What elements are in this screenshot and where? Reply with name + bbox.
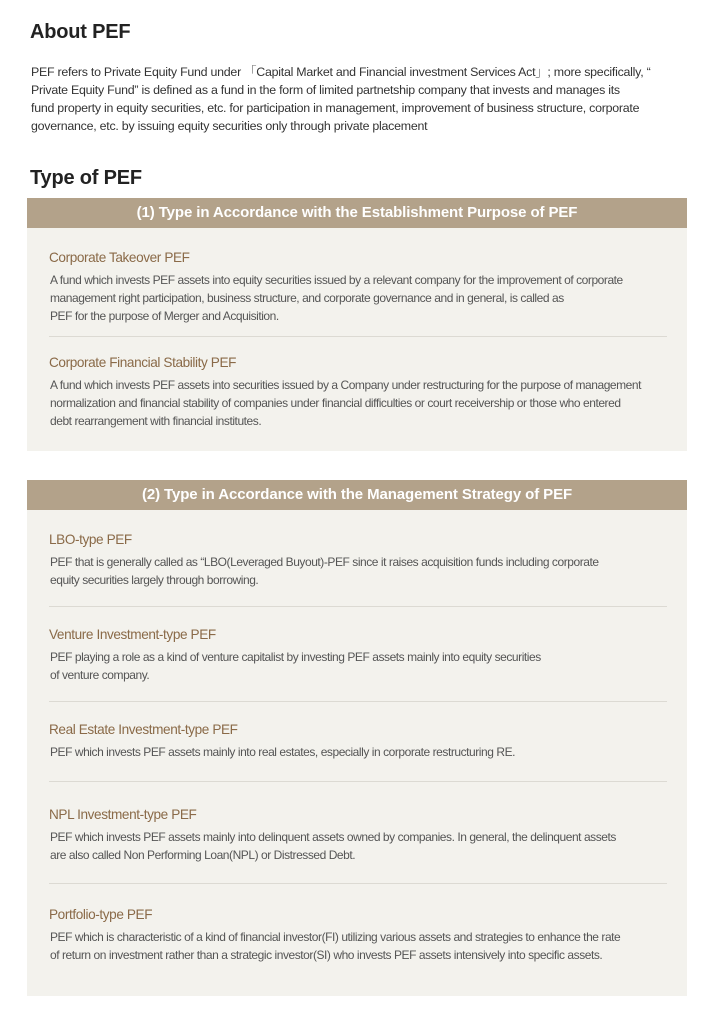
type-item-portfolio [49,906,669,964]
item-line: A fund which invests PEF assets into equity securities issued by a relevant company for the improvement of corporate [50,273,623,287]
about-line: fund property in equity securities, etc. for participation in management, improvement of business structure, corporate [31,101,640,115]
type-heading: Type of PEF [30,167,142,189]
item-description [50,648,669,684]
item-line: PEF which invests PEF assets mainly into real estates, especially in corporate restructuring RE. [50,745,516,759]
type-item-npl-investment [49,806,669,864]
item-divider [49,883,667,884]
item-divider [49,701,667,702]
type-item-venture-investment [49,626,669,684]
item-line: normalization and financial stability of companies under financial difficulties or court receivership or those who entered [50,396,621,410]
section-management-strategy [27,480,687,996]
item-line: PEF playing a role as a kind of venture capitalist by investing PEF assets mainly into equity securities [50,650,541,664]
item-line: equity securities largely through borrowing. [50,573,259,587]
item-title: Real Estate Investment-type PEF [49,722,238,737]
item-divider [49,336,667,337]
about-line: PEF refers to Private Equity Fund under 「Capital Market and Financial investment Services Act」; more specifically, “ [31,65,651,79]
item-line: A fund which invests PEF assets into securities issued by a Company under restructuring for the purpose of management [50,378,642,392]
item-title: Venture Investment-type PEF [49,627,216,642]
item-title: NPL Investment-type PEF [49,807,197,822]
item-divider [49,606,667,607]
item-title: Corporate Takeover PEF [49,250,190,265]
item-line: PEF for the purpose of Merger and Acquisition. [50,309,279,323]
type-item-corporate-takeover [49,249,669,325]
item-line: are also called Non Performing Loan(NPL) or Distressed Debt. [50,848,356,862]
about-heading: About PEF [30,21,131,43]
section-establishment-purpose [27,198,687,451]
item-title: Corporate Financial Stability PEF [49,355,237,370]
item-description [50,828,669,864]
item-line: PEF which invests PEF assets mainly into delinquent assets owned by companies. In general, the delinquent assets [50,830,616,844]
item-description [50,271,669,325]
about-paragraph [31,63,691,135]
item-line: of venture company. [50,668,150,682]
item-title: LBO-type PEF [49,532,132,547]
item-line: PEF which is characteristic of a kind of financial investor(FI) utilizing various assets and strategies to enhance the rate [50,930,621,944]
about-line: Private Equity Fund” is defined as a fund in the form of limited partnetship company that invests and manages its [31,83,620,97]
item-description [50,928,669,964]
item-line: PEF that is generally called as “LBO(Leveraged Buyout)-PEF since it raises acquisition funds including corporate [50,555,599,569]
section-header: (1) Type in Accordance with the Establishment Purpose of PEF [27,198,687,228]
type-item-financial-stability [49,354,669,430]
item-description [50,376,669,430]
about-line: governance, etc. by issuing equity securities only through private placement [31,119,428,133]
item-divider [49,781,667,782]
item-line: debt rearrangement with financial institutes. [50,414,262,428]
type-item-lbo [49,531,669,589]
type-item-real-estate [49,721,669,761]
item-title: Portfolio-type PEF [49,907,153,922]
item-line: management right participation, business structure, and corporate governance and in general, is called as [50,291,564,305]
section-header: (2) Type in Accordance with the Management Strategy of PEF [27,480,687,510]
item-description [50,743,669,761]
item-description [50,553,669,589]
item-line: of return on investment rather than a strategic investor(SI) who invests PEF assets intensively into specific assets. [50,948,603,962]
